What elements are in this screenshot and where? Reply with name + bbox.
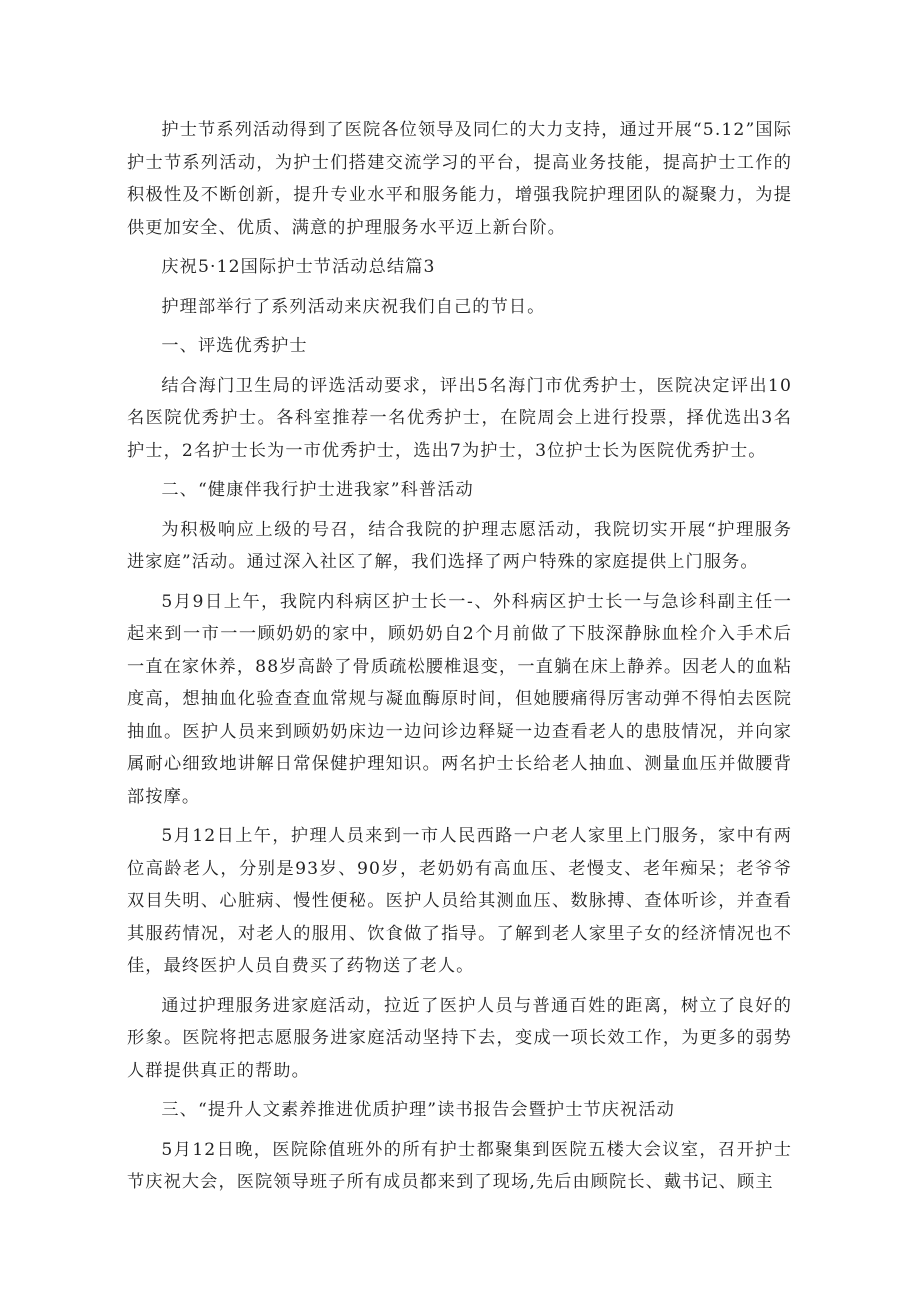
paragraph-support-summary: 护士节系列活动得到了医院各位领导及同仁的大力支持，通过开展“5.12”国际护士节系列活动，为护士们搭建交流学习的平台，提高业务技能，提高护士工作的积极性及不断创新，提升专业水平和服务能力，增强我院护理团队的凝聚力，为提供更加安全、优质、满意的护理服务水平迈上新台阶。 (127, 120, 792, 238)
heading-home-visit-activity: 二、“健康伴我行护士进我家”科普活动 (161, 480, 474, 500)
paragraph-home-service: 为积极响应上级的号召，结合我院的护理志愿活动，我院切实开展“护理服务进家庭”活动。通过深入社区了解，我们选择了两户特殊的家庭提供上门服务。 (127, 519, 792, 572)
paragraph-intro: 护理部举行了系列活动来庆祝我们自己的节日。 (161, 296, 546, 317)
paragraph-may-12-visit: 5月12日上午，护理人员来到一市人民西路一户老人家里上门服务，家中有两位高龄老人，分别是93岁、90岁，老奶奶有高血压、老慢支、老年痴呆；老爷爷双目失明、心脏病、慢性便秘。医护人员给其测血压、数脉搏、查体听诊，并查看其服药情况，对老人的服用、饮食做了指导。了解到老人家里子女的经济情况也不佳，最终医护人员自费买了药物送了老人。 (127, 826, 792, 976)
section-title-part-3: 庆祝5·12国际护士节活动总结篇3 (161, 257, 436, 277)
paragraph-select-nurses: 结合海门卫生局的评选活动要求，评出5名海门市优秀护士，医院决定评出10名医院优秀护士。各科室推荐一名优秀护士，在院周会上进行投票，择优选出3名护士，2名护士长为一市优秀护士，选出7为护士，3位护士长为医院优秀护士。 (127, 375, 792, 461)
paragraph-celebration-meeting: 5月12日晚，医院除值班外的所有护士都聚集到医院五楼大会议室，召开护士节庆祝大会，医院领导班子所有成员都来到了现场,先后由顾院长、戴书记、顾主 (127, 1139, 792, 1192)
paragraph-activity-result: 通过护理服务进家庭活动，拉近了医护人员与普通百姓的距离，树立了良好的形象。医院将把志愿服务进家庭活动坚持下去，变成一项长效工作，为更多的弱势人群提供真正的帮助。 (127, 995, 792, 1081)
heading-reading-report: 三、“提升人文素养推进优质护理”读书报告会暨护士节庆祝活动 (161, 1100, 675, 1120)
heading-select-nurses: 一、评选优秀护士 (161, 336, 308, 356)
paragraph-may-9-visit: 5月9日上午，我院内科病区护士长一-、外科病区护士长一与急诊科副主任一起来到一市一一顾奶奶的家中，顾奶奶自2个月前做了下肢深静脉血栓介入手术后一直在家休养，88岁高龄了骨质疏松腰椎退变，一直躺在床上静养。因老人的血粘度高，想抽血化验查查血常规与凝血酶原时间，但她腰痛得厉害动弹不得怕去医院抽血。医护人员来到顾奶奶床边一边问诊边释疑一边查看老人的患肢情况，并向家属耐心细致地讲解日常保健护理知识。两名护士长给老人抽血、测量血压并做腰背部按摩。 (127, 591, 792, 807)
